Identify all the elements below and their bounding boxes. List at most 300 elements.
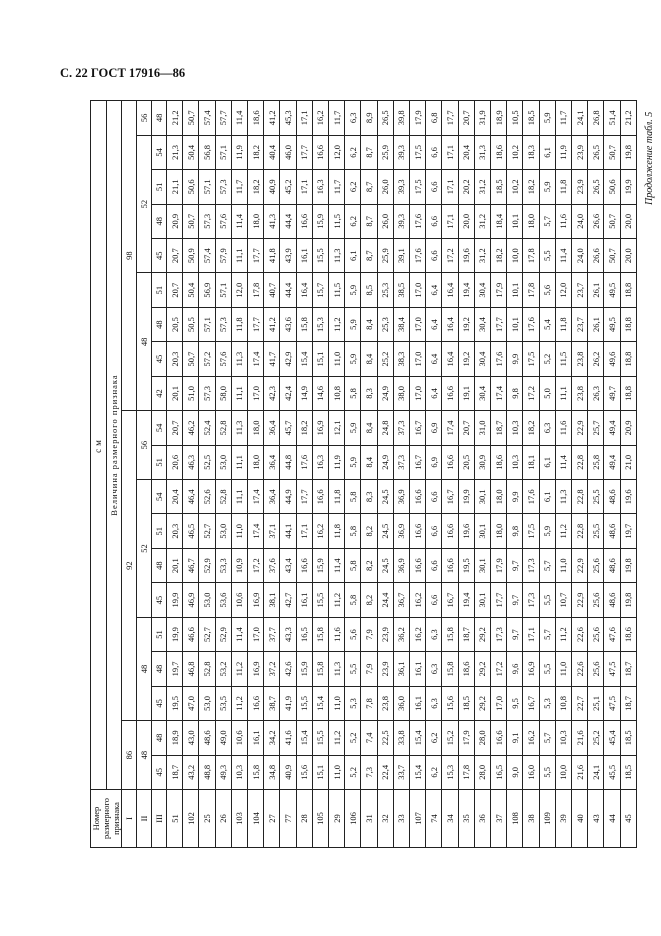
value-cell: 6,6 [426, 239, 442, 273]
value-cell: 16,9 [523, 652, 539, 686]
value-cell: 52,5 [199, 445, 215, 479]
value-cell: 5,8 [345, 548, 361, 582]
value-cell: 16,2 [312, 514, 328, 548]
value-cell: 5,7 [539, 204, 555, 238]
value-cell: 8,4 [361, 445, 377, 479]
value-cell: 21,3 [167, 135, 183, 169]
value-cell: 50,6 [183, 170, 199, 204]
value-cell: 20,7 [167, 239, 183, 273]
value-cell: 23,7 [572, 307, 588, 341]
value-cell: 16,1 [410, 686, 426, 720]
value-cell: 6,9 [426, 445, 442, 479]
value-cell: 39,1 [393, 239, 409, 273]
column-header: 51 [152, 273, 167, 307]
feature-number-cell: 33 [393, 790, 409, 848]
value-cell: 8,4 [361, 307, 377, 341]
value-cell: 58,0 [215, 376, 231, 410]
value-cell: 7,9 [361, 617, 377, 651]
value-cell: 52,9 [215, 617, 231, 651]
feature-number-cell: 74 [426, 790, 442, 848]
subgroup-92-56: 56 [137, 411, 152, 480]
value-cell: 22,8 [572, 480, 588, 514]
value-cell: 11,7 [231, 170, 247, 204]
value-cell: 19,4 [458, 273, 474, 307]
value-cell: 45,7 [280, 411, 296, 445]
feature-number-cell: 43 [588, 790, 604, 848]
value-cell: 16,2 [312, 101, 328, 136]
value-cell: 15,4 [296, 721, 312, 755]
value-cell: 26,0 [377, 204, 393, 238]
value-cell: 38,1 [264, 583, 280, 617]
value-cell: 9,0 [507, 755, 523, 789]
value-cell: 36,2 [393, 617, 409, 651]
value-cell: 9,5 [507, 686, 523, 720]
value-cell: 20,7 [458, 101, 474, 136]
value-cell: 29,2 [474, 686, 490, 720]
value-cell: 6,2 [345, 204, 361, 238]
value-cell: 25,1 [588, 686, 604, 720]
value-cell: 18,0 [491, 480, 507, 514]
value-cell: 37,3 [393, 445, 409, 479]
value-cell: 50,7 [183, 204, 199, 238]
table-row [539, 101, 555, 848]
value-cell: 5,6 [345, 617, 361, 651]
value-cell: 15,4 [410, 755, 426, 789]
value-cell: 11,0 [329, 686, 345, 720]
value-cell: 11,2 [231, 652, 247, 686]
value-cell: 18,0 [491, 514, 507, 548]
value-cell: 49,5 [604, 273, 620, 307]
value-cell: 48,6 [604, 480, 620, 514]
value-cell: 18,7 [620, 686, 636, 720]
value-cell: 15,8 [296, 307, 312, 341]
value-cell: 39,3 [393, 204, 409, 238]
value-cell: 24,5 [377, 548, 393, 582]
value-cell: 17,7 [296, 480, 312, 514]
value-cell: 30,1 [474, 548, 490, 582]
value-cell: 6,4 [426, 376, 442, 410]
value-cell: 11,8 [555, 170, 571, 204]
value-cell: 5,7 [539, 617, 555, 651]
feature-number-cell: 25 [199, 790, 215, 848]
value-cell: 41,6 [280, 721, 296, 755]
column-header: 48 [152, 652, 167, 686]
value-cell: 17,1 [296, 101, 312, 136]
value-cell: 19,4 [458, 583, 474, 617]
value-cell: 11,2 [329, 721, 345, 755]
value-cell: 23,8 [572, 342, 588, 376]
value-cell: 34,8 [264, 755, 280, 789]
value-cell: 43,0 [183, 721, 199, 755]
value-cell: 5,8 [345, 480, 361, 514]
table-row [264, 101, 280, 848]
column-header: 54 [152, 480, 167, 514]
value-cell: 6,6 [426, 204, 442, 238]
value-cell: 15,1 [312, 755, 328, 789]
value-cell: 16,6 [296, 548, 312, 582]
value-cell: 9,8 [507, 514, 523, 548]
value-cell: 25,3 [377, 273, 393, 307]
value-cell: 5,9 [345, 445, 361, 479]
value-cell: 57,2 [199, 342, 215, 376]
value-cell: 18,0 [248, 445, 264, 479]
table-row [426, 101, 442, 848]
value-cell: 18,5 [523, 101, 539, 136]
value-cell: 18,0 [248, 204, 264, 238]
value-cell: 31,0 [474, 411, 490, 445]
table-row [523, 101, 539, 848]
value-cell: 48,6 [604, 583, 620, 617]
value-cell: 50,7 [183, 342, 199, 376]
value-cell: 24,8 [377, 411, 393, 445]
value-cell: 25,7 [588, 411, 604, 445]
value-cell: 12,0 [329, 135, 345, 169]
value-cell: 44,1 [280, 514, 296, 548]
value-cell: 15,8 [442, 617, 458, 651]
value-cell: 57,1 [215, 135, 231, 169]
value-cell: 40,9 [264, 170, 280, 204]
value-cell: 17,1 [296, 170, 312, 204]
value-cell: 43,4 [280, 548, 296, 582]
value-cell: 16,5 [296, 617, 312, 651]
value-cell: 15,8 [312, 652, 328, 686]
value-cell: 37,7 [264, 617, 280, 651]
value-cell: 11,2 [555, 617, 571, 651]
value-cell: 50,9 [183, 239, 199, 273]
value-cell: 22,9 [572, 411, 588, 445]
value-cell: 20,3 [167, 342, 183, 376]
value-cell: 16,6 [312, 480, 328, 514]
value-cell: 17,8 [523, 239, 539, 273]
group-98: 98 [122, 101, 137, 411]
value-cell: 57,6 [215, 204, 231, 238]
value-cell: 33,7 [393, 755, 409, 789]
value-cell: 10,1 [507, 307, 523, 341]
value-cell: 18,2 [296, 411, 312, 445]
value-cell: 16,9 [312, 411, 328, 445]
value-cell: 30,4 [474, 273, 490, 307]
value-cell: 11,3 [231, 342, 247, 376]
table-row [280, 101, 296, 848]
value-cell: 26,0 [377, 170, 393, 204]
value-cell: 8,7 [361, 204, 377, 238]
value-cell: 57,4 [199, 101, 215, 136]
value-cell: 19,6 [458, 239, 474, 273]
value-cell: 18,6 [491, 445, 507, 479]
value-cell: 19,7 [167, 652, 183, 686]
value-cell: 17,9 [458, 721, 474, 755]
value-cell: 6,2 [426, 755, 442, 789]
value-cell: 49,6 [604, 342, 620, 376]
row-header: Номер размерного признака [91, 790, 122, 848]
value-cell: 18,8 [620, 342, 636, 376]
value-cell: 21,6 [572, 755, 588, 789]
value-cell: 42,6 [280, 652, 296, 686]
table-row [361, 101, 377, 848]
value-cell: 34,2 [264, 721, 280, 755]
value-cell: 18,0 [248, 411, 264, 445]
value-cell: 31,2 [474, 170, 490, 204]
value-cell: 6,8 [426, 101, 442, 136]
value-cell: 17,5 [410, 135, 426, 169]
value-cell: 21,6 [572, 721, 588, 755]
value-cell: 9,8 [507, 376, 523, 410]
value-cell: 17,7 [442, 101, 458, 136]
value-cell: 24,0 [572, 239, 588, 273]
value-cell: 16,7 [442, 583, 458, 617]
value-cell: 17,8 [248, 273, 264, 307]
value-cell: 18,8 [620, 273, 636, 307]
value-cell: 50,5 [183, 307, 199, 341]
value-cell: 5,3 [345, 686, 361, 720]
value-cell: 5,9 [345, 342, 361, 376]
group-92: 92 [122, 411, 137, 721]
value-cell: 18,9 [167, 721, 183, 755]
value-cell: 47,5 [604, 652, 620, 686]
value-cell: 15,5 [312, 583, 328, 617]
value-cell: 18,8 [620, 307, 636, 341]
value-cell: 8,3 [361, 480, 377, 514]
value-cell: 45,4 [604, 721, 620, 755]
value-cell: 53,0 [199, 583, 215, 617]
value-cell: 15,7 [312, 273, 328, 307]
value-cell: 5,9 [345, 273, 361, 307]
value-cell: 10,1 [507, 273, 523, 307]
value-cell: 6,3 [539, 411, 555, 445]
value-cell: 9,7 [507, 583, 523, 617]
value-cell: 20,9 [167, 204, 183, 238]
value-cell: 17,0 [410, 273, 426, 307]
value-cell: 17,3 [491, 617, 507, 651]
value-cell: 46,8 [183, 652, 199, 686]
table-row [215, 101, 231, 848]
value-cell: 24,0 [572, 204, 588, 238]
value-cell: 44,8 [280, 445, 296, 479]
feature-number-cell: 38 [523, 790, 539, 848]
value-cell: 11,8 [231, 307, 247, 341]
value-cell: 25,6 [588, 583, 604, 617]
value-cell: 16,7 [410, 411, 426, 445]
value-cell: 18,6 [248, 101, 264, 136]
value-cell: 23,7 [572, 273, 588, 307]
value-cell: 11,7 [555, 101, 571, 136]
value-cell: 42,4 [280, 376, 296, 410]
table-row [393, 101, 409, 848]
value-cell: 36,9 [393, 514, 409, 548]
value-cell: 26,5 [377, 101, 393, 136]
value-cell: 30,9 [474, 445, 490, 479]
value-cell: 25,3 [377, 307, 393, 341]
value-cell: 5,0 [539, 376, 555, 410]
value-cell: 56,9 [199, 273, 215, 307]
feature-number-cell: 34 [442, 790, 458, 848]
value-cell: 15,5 [296, 686, 312, 720]
size-table [90, 100, 637, 848]
value-cell: 19,8 [620, 583, 636, 617]
value-cell: 42,7 [280, 583, 296, 617]
table-row [329, 101, 345, 848]
value-cell: 49,3 [215, 755, 231, 789]
feature-number-cell: 44 [604, 790, 620, 848]
value-cell: 46,4 [183, 480, 199, 514]
table-row [620, 101, 636, 848]
value-cell: 19,9 [620, 170, 636, 204]
table-row [442, 101, 458, 848]
value-cell: 15,8 [248, 755, 264, 789]
value-cell: 16,6 [248, 686, 264, 720]
header-i: I [122, 790, 137, 848]
table-row [604, 101, 620, 848]
value-cell: 16,6 [491, 721, 507, 755]
value-cell: 18,8 [620, 376, 636, 410]
value-cell: 11,6 [555, 204, 571, 238]
value-cell: 26,5 [588, 135, 604, 169]
value-cell: 26,2 [588, 342, 604, 376]
value-cell: 16,5 [491, 755, 507, 789]
value-cell: 41,3 [264, 204, 280, 238]
value-cell: 10,2 [507, 170, 523, 204]
value-cell: 40,4 [264, 135, 280, 169]
value-cell: 11,2 [555, 514, 571, 548]
value-cell: 30,1 [474, 583, 490, 617]
value-cell: 26,1 [588, 273, 604, 307]
value-cell: 16,4 [296, 273, 312, 307]
value-cell: 48,6 [199, 721, 215, 755]
value-cell: 18,2 [491, 239, 507, 273]
value-cell: 57,1 [199, 170, 215, 204]
value-cell: 49,4 [604, 445, 620, 479]
value-cell: 53,6 [215, 583, 231, 617]
value-cell: 26,3 [588, 376, 604, 410]
value-cell: 5,5 [539, 583, 555, 617]
value-cell: 17,0 [410, 307, 426, 341]
value-cell: 52,6 [199, 480, 215, 514]
value-cell: 5,9 [539, 514, 555, 548]
value-cell: 36,1 [393, 652, 409, 686]
value-cell: 16,4 [442, 307, 458, 341]
feature-number-cell: 104 [248, 790, 264, 848]
value-cell: 17,6 [491, 342, 507, 376]
value-cell: 57,7 [215, 101, 231, 136]
value-cell: 8,5 [361, 273, 377, 307]
group-86: 86 [122, 721, 137, 790]
value-cell: 44,4 [280, 204, 296, 238]
value-cell: 38,5 [393, 273, 409, 307]
value-cell: 8,3 [361, 376, 377, 410]
value-cell: 18,6 [458, 652, 474, 686]
value-cell: 17,6 [296, 445, 312, 479]
value-cell: 11,4 [231, 101, 247, 136]
value-cell: 18,1 [523, 445, 539, 479]
value-cell: 15,5 [312, 239, 328, 273]
table-row [410, 101, 426, 848]
value-cell: 9,6 [507, 652, 523, 686]
value-cell: 11,3 [329, 652, 345, 686]
value-cell: 5,2 [345, 721, 361, 755]
subgroup-98-48: 48 [137, 273, 152, 411]
value-cell: 17,5 [523, 514, 539, 548]
value-cell: 7,9 [361, 652, 377, 686]
value-cell: 5,9 [345, 411, 361, 445]
value-cell: 49,0 [215, 721, 231, 755]
unit-header: см [91, 101, 107, 790]
value-cell: 17,8 [458, 755, 474, 789]
value-cell: 5,8 [345, 583, 361, 617]
feature-number-cell: 27 [264, 790, 280, 848]
value-cell: 52,7 [199, 514, 215, 548]
value-cell: 41,9 [280, 686, 296, 720]
value-cell: 15,2 [442, 721, 458, 755]
value-cell: 18,2 [523, 411, 539, 445]
value-cell: 38,0 [393, 376, 409, 410]
value-cell: 52,8 [215, 480, 231, 514]
value-cell: 20,5 [167, 307, 183, 341]
value-cell: 50,7 [604, 135, 620, 169]
value-cell: 36,9 [393, 548, 409, 582]
value-cell: 16,6 [410, 548, 426, 582]
value-cell: 20,7 [458, 411, 474, 445]
value-cell: 25,6 [588, 617, 604, 651]
value-cell: 5,8 [345, 376, 361, 410]
value-cell: 5,5 [539, 652, 555, 686]
value-cell: 17,1 [442, 204, 458, 238]
value-cell: 7,4 [361, 721, 377, 755]
feature-number-cell: 103 [231, 790, 247, 848]
value-cell: 6,1 [539, 135, 555, 169]
value-cell: 16,6 [410, 480, 426, 514]
value-cell: 33,8 [393, 721, 409, 755]
value-cell: 19,1 [458, 376, 474, 410]
value-cell: 16,4 [442, 342, 458, 376]
value-cell: 29,2 [474, 652, 490, 686]
feature-number-cell: 106 [345, 790, 361, 848]
value-cell: 8,7 [361, 135, 377, 169]
value-cell: 24,5 [377, 480, 393, 514]
value-cell: 17,4 [442, 411, 458, 445]
feature-number-cell: 26 [215, 790, 231, 848]
value-cell: 17,7 [248, 307, 264, 341]
value-cell: 17,1 [442, 135, 458, 169]
value-cell: 15,9 [312, 204, 328, 238]
value-cell: 57,3 [199, 204, 215, 238]
value-cell: 18,5 [620, 721, 636, 755]
value-cell: 17,0 [491, 686, 507, 720]
value-cell: 57,4 [199, 239, 215, 273]
value-cell: 11,8 [329, 480, 345, 514]
value-cell: 20,0 [620, 239, 636, 273]
column-header: 48 [152, 721, 167, 755]
value-cell: 17,6 [523, 307, 539, 341]
value-cell: 39,8 [393, 101, 409, 136]
value-cell: 18,3 [523, 135, 539, 169]
value-cell: 6,9 [426, 411, 442, 445]
value-cell: 22,5 [377, 721, 393, 755]
value-cell: 6,3 [426, 686, 442, 720]
value-cell: 30,4 [474, 376, 490, 410]
value-cell: 16,2 [410, 617, 426, 651]
value-cell: 10,7 [555, 583, 571, 617]
value-cell: 50,4 [183, 273, 199, 307]
value-cell: 10,8 [329, 376, 345, 410]
value-cell: 22,6 [572, 617, 588, 651]
value-cell: 16,4 [442, 273, 458, 307]
value-cell: 22,4 [377, 755, 393, 789]
value-cell: 57,6 [215, 342, 231, 376]
value-cell: 17,0 [248, 376, 264, 410]
value-cell: 18,7 [458, 617, 474, 651]
value-cell: 36,7 [393, 583, 409, 617]
value-cell: 57,9 [215, 239, 231, 273]
